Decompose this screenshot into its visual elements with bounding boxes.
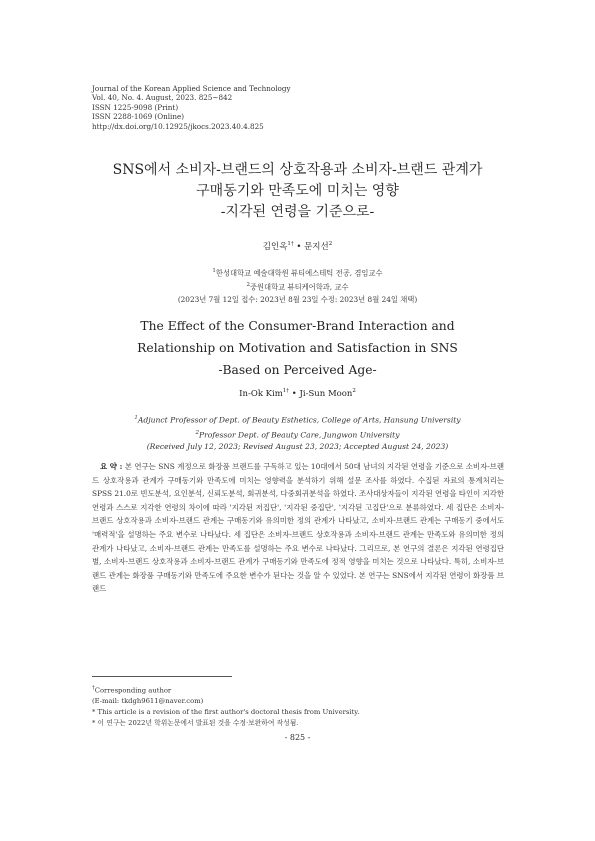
author2-sup-en: 2	[352, 388, 356, 394]
korean-affiliations	[0, 265, 595, 306]
journal-name: Journal of the Korean Applied Science and Technology	[92, 84, 291, 93]
journal-doi-link[interactable]: http://dx.doi.org/10.12925/jkocs.2023.40.4.825	[92, 121, 264, 131]
affiliation2-ko: $^2$중원대학교 뷰티케어학과, 교수	[246, 282, 349, 292]
footnote-thesis-ko: * 이 연구는 2022년 학위논문에서 발표된 것을 수정·보완하여 작성됨.	[92, 719, 299, 728]
dates-ko: (2023년 7월 12일 접수: 2023년 8월 23일 수정: 2023년 8월 24일 채택)	[177, 294, 418, 304]
author1-name-ko: 김인옥	[262, 242, 288, 252]
footnote-divider	[92, 676, 232, 677]
author1-name-en: In-Ok Kim	[239, 388, 283, 399]
footnotes	[92, 683, 359, 729]
abstract-text: 본 연구는 SNS 계정으로 화장품 브랜드를 구독하고 있는 10대에서 50대 남녀의 지각된 연령을 기준으로 소비자-브랜드 상호작용과 관계가 구매동기와 만족도에 미치는 영향력을 분석하기 위해 설문 조사를 하였다. 수집된 자료의 통계처리는 SPSS 21.0로 빈도분석, 요인분석, 신뢰도분석, 회귀분석, 다중회귀분석을 하였다. 조사대상자들이 지각된 연령을 타인이 지각한 연령과 스스로 지각한 연령의 차이에 따라 '지각된 저집단', '지각된 중집단', '지각된 고집단'으로 분류하였다. 세 집단은 소비자-브랜드 상호작용과 소비자-브랜드 관계는 구매동기와 유의미한 정의 관계가 나타났고, 소비자-브랜드 관계는 구매동기 중에서도 '매력적'을 설명하는 주요 변수로 나타났다. 세 집단은 소비자-브랜드 상호작용과 소비자-브랜드 관계는 만족도와 유의미한 정의 관계가 나타났고, 소비자-브랜드 관계는 만족도를 설명하는 주요 변수로 나타났다. 그리므로, 본 연구의 결론은 지각된 연령집단별, 소비자-브랜드 상호작용과 소비자-브랜드 관계가 구매동기와 만족도에 정적 영향을 미치는 것으로 나타났다. 특히, 소비자-브랜드 관계는 화장품 구매동기와 만족도에 주요한 변수가 된다는 것을 알 수 있었다. 본 연구는 SNS에서 지각된 연령이 화장품 브랜드	[92, 462, 504, 594]
korean-title-line3: -지각된 연령을 기준으로-	[220, 204, 375, 220]
korean-authors	[0, 240, 595, 252]
footnote-thesis-en: * This article is a revision of the first author's doctoral thesis from University.	[92, 708, 360, 717]
english-title	[0, 315, 595, 381]
affiliation2-en: $^2$Professor Dept. of Beauty Care, Jungwon University	[195, 429, 400, 440]
abstract-label: 요 약 :	[100, 462, 123, 471]
dates-en: (Received July 12, 2023; Revised August 23, 2023; Accepted August 24, 2023)	[146, 442, 449, 452]
english-affiliations	[0, 412, 595, 453]
corresponding-email: (E-mail: tkdgh9611@naver.com)	[92, 697, 204, 706]
korean-title-line1: SNS에서 소비자-브랜드의 상호작용과 소비자-브랜드 관계가	[112, 162, 483, 178]
author1-sup-ko: 1†	[287, 241, 294, 248]
korean-title	[0, 160, 595, 223]
journal-issn-online: ISSN 2288-1069 (Online)	[92, 112, 185, 122]
corresponding-author: †Corresponding author	[92, 685, 172, 695]
author-separator-ko: •	[293, 242, 305, 252]
author2-sup-ko: 2	[328, 241, 333, 248]
journal-issn-print: ISSN 1225-9098 (Print)	[92, 102, 179, 112]
affiliation1-en: $^1$Adjunct Professor of Dept. of Beauty Esthetics, College of Arts, Hansung University	[134, 415, 461, 425]
author2-name-en: Ji-Sun Moon	[299, 388, 353, 399]
author2-name-ko: 문지선	[304, 242, 329, 252]
page-number: - 825 -	[284, 733, 311, 742]
korean-title-line2: 구매동기와 만족도에 미치는 영향	[196, 183, 399, 199]
english-title-line3: -Based on Perceived Age-	[218, 363, 377, 377]
english-title-line1: The Effect of the Consumer-Brand Interaction and	[140, 319, 455, 333]
author1-sup-en: 1†	[282, 388, 290, 394]
english-title-line2: Relationship on Motivation and Satisfaction in SNS	[137, 341, 458, 355]
journal-volume: Vol. 40, No. 4. August, 2023. 825~842	[92, 93, 233, 103]
affiliation1-ko: $^1$한성대학교 예술대학원 뷰티에스테틱 전공, 겸임교수	[212, 268, 383, 278]
journal-header	[92, 84, 291, 131]
abstract	[92, 460, 504, 596]
author-separator-en: •	[289, 388, 300, 399]
english-authors	[0, 388, 595, 399]
